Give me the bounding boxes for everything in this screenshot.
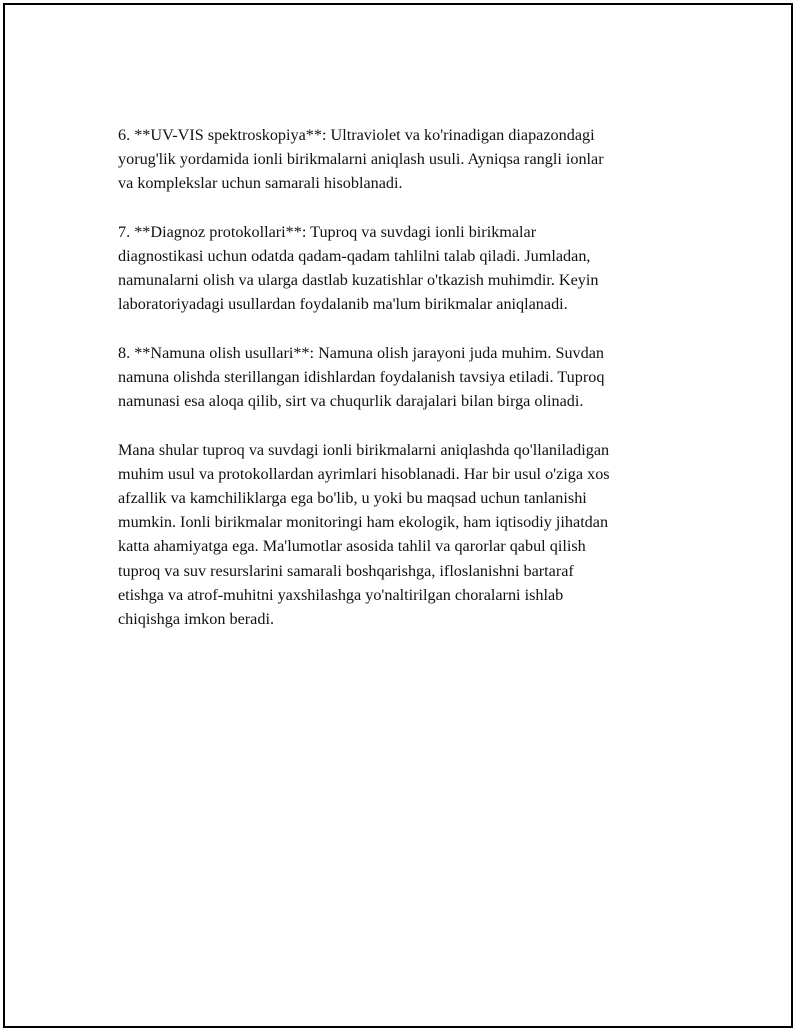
paragraph-diagnoz-protokollari: 7. **Diagnoz protokollari**: Tuproq va suvdagi ionli birikmalar diagnostikasi uchun odatda qadam-qadam tahlilni talab qiladi. Jumladan, namunalarni olish va ularga dastlab kuzatishlar o'tkazish muhimdir. Keyin laboratoriyadagi usullardan foydalanib ma'lum birikmalar aniqlanadi.	[118, 222, 599, 314]
paragraph-conclusion: Mana shular tuproq va suvdagi ionli birikmalarni aniqlashda qo'llaniladigan muhim usul va protokollardan ayrimlari hisoblanadi. Har bir usul o'ziga xos afzallik va kamchiliklarga ega bo'lib, u yoki bu maqsad uchun tanlanishi mumkin. Ionli birikmalar monitoringi ham ekologik, ham iqtisodiy jihatdan katta ahamiyatga ega. Ma'lumotlar asosida tahlil va qarorlar qabul qilish tuproq va suv resurslarini samarali boshqarishga, ifloslanishni bartaraf etishga va atrof-muhitni yaxshilashga yo'naltirilgan choralarni ishlab chiqishga imkon beradi.	[118, 440, 610, 629]
document-page	[3, 3, 793, 1028]
document-body	[118, 123, 688, 655]
paragraph-uv-vis: 6. **UV-VIS spektroskopiya**: Ultraviolet va ko'rinadigan diapazondagi yorug'lik yordamida ionli birikmalarni aniqlash usuli. Ayniqsa rangli ionlar va komplekslar uchun samarali hisoblanadi.	[118, 126, 604, 193]
paragraph-namuna-olish: 8. **Namuna olish usullari**: Namuna olish jarayoni juda muhim. Suvdan namuna olishda sterillangan idishlardan foydalanish tavsiya etiladi. Tuproq namunasi esa aloqa qilib, sirt va chuqurlik darajalari bilan birga olinadi.	[118, 343, 605, 411]
